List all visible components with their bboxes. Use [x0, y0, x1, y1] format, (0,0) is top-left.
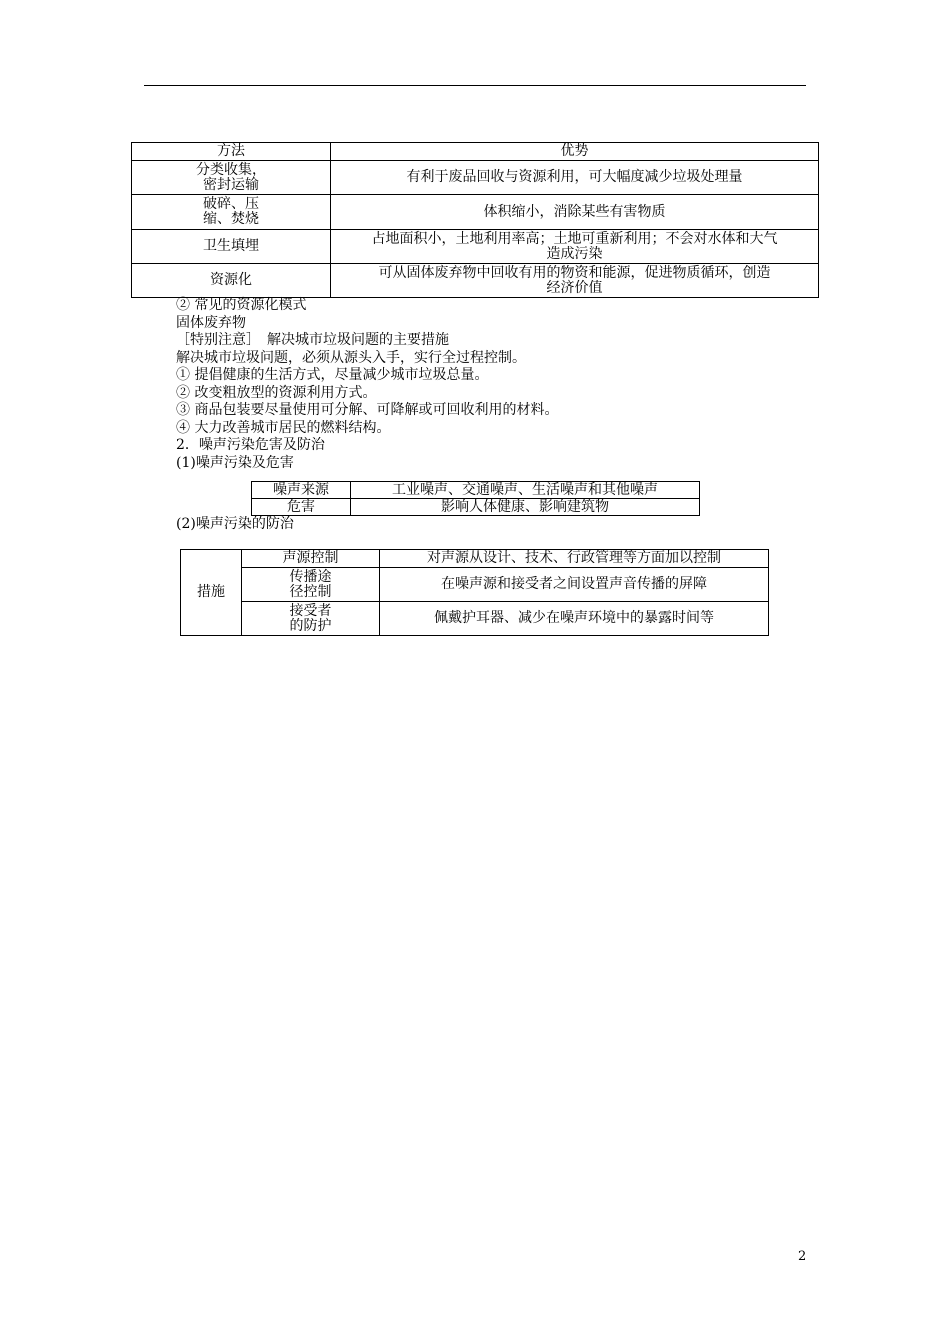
row-label-cell: 噪声来源	[252, 482, 351, 499]
row-value-cell: 工业噪声、交通噪声、生活噪声和其他噪声	[351, 482, 700, 499]
table-row	[252, 499, 700, 516]
description-cell: 在噪声源和接受者之间设置声音传播的屏障	[380, 568, 769, 602]
noise-control-table	[180, 549, 769, 636]
row-label-cell: 危害	[252, 499, 351, 516]
method-cell: 资源化	[132, 264, 331, 298]
method-cell: 分类收集， 密封运输	[132, 161, 331, 195]
description-cell: 佩戴护耳器、减少在噪声环境中的暴露时间等	[380, 602, 769, 636]
description-cell: 对声源从设计、技术、行政管理等方面加以控制	[380, 550, 769, 568]
measure-cell: 传播途 径控制	[242, 568, 380, 602]
text-line: ② 改变粗放型的资源利用方式。	[176, 384, 377, 401]
method-cell: 破碎、压 缩、焚烧	[132, 195, 331, 230]
page-number: 2	[798, 1249, 807, 1264]
table-row	[181, 568, 769, 602]
text-line: ③ 商品包装要尽量使用可分解、可降解或可回收利用的材料。	[176, 402, 559, 418]
advantage-cell: 体积缩小，消除某些有害物质	[331, 195, 819, 230]
text-line: ① 提倡健康的生活方式，尽量减少城市垃圾总量。	[176, 367, 489, 383]
row-value-cell: 影响人体健康、影响建筑物	[351, 499, 700, 516]
text-line: 2．噪声污染危害及防治	[176, 437, 325, 453]
disposal-methods-table	[131, 142, 819, 298]
text-line: ④ 大力改善城市居民的燃料结构。	[176, 419, 391, 436]
table-row	[252, 482, 700, 499]
header-cell-advantage: 优势	[331, 143, 819, 161]
table-row	[132, 195, 819, 230]
measure-cell: 声源控制	[242, 550, 380, 568]
table-row	[132, 161, 819, 195]
header-cell-method: 方法	[132, 143, 331, 161]
text-line: 解决城市垃圾问题，必须从源头入手，实行全过程控制。	[176, 349, 526, 366]
text-line: 固体废弃物	[176, 314, 246, 331]
measure-cell: 接受者 的防护	[242, 602, 380, 636]
table-row	[181, 602, 769, 636]
group-label-cell: 措施	[181, 550, 242, 636]
text-line: (1)噪声污染及危害	[176, 454, 294, 471]
table-row	[132, 230, 819, 264]
body-text	[176, 297, 558, 472]
advantage-cell: 可从固体废弃物中回收有用的物资和能源，促进物质循环，创造 经济价值	[331, 264, 819, 298]
table-row	[181, 550, 769, 568]
section-heading: (2)噪声污染的防治	[176, 516, 294, 532]
noise-hazard-table	[251, 481, 700, 516]
table-row	[132, 264, 819, 298]
advantage-cell: 有利于废品回收与资源利用，可大幅度减少垃圾处理量	[331, 161, 819, 195]
text-line: ② 常见的资源化模式	[176, 297, 307, 313]
text-line: ［特别注意］ 解决城市垃圾问题的主要措施	[176, 332, 449, 348]
header-rule	[144, 85, 806, 86]
table-header-row	[132, 143, 819, 161]
method-cell: 卫生填埋	[132, 230, 331, 264]
advantage-cell: 占地面积小，土地利用率高；土地可重新利用；不会对水体和大气 造成污染	[331, 230, 819, 264]
